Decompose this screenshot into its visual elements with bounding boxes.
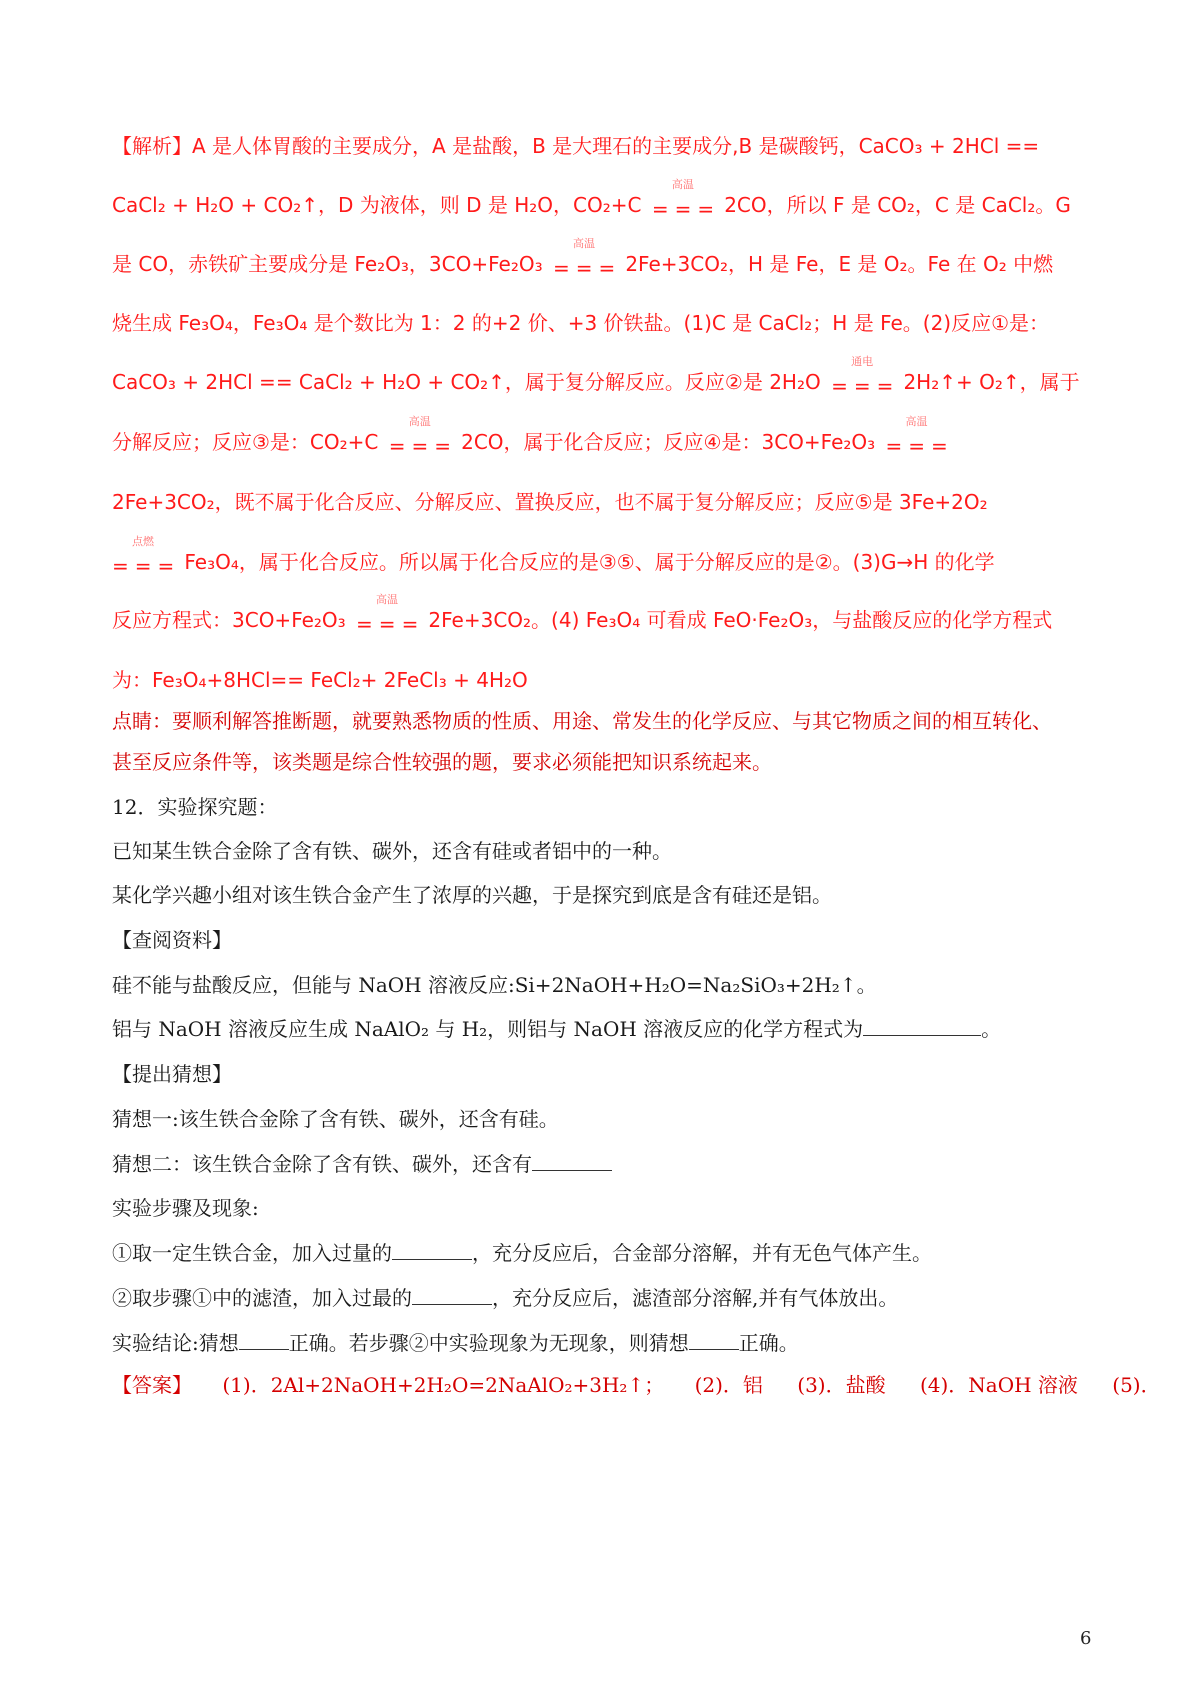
equals-sign: === <box>552 255 622 280</box>
question-text: 正确。 <box>738 1331 799 1355</box>
analysis-line-10: 为：Fe₃O₄+8HCl== FeCl₂+ 2FeCl₃ + 4H₂O <box>112 668 528 692</box>
condition-label: 高温 <box>671 177 694 191</box>
answer-item: (5)． <box>1112 1373 1161 1397</box>
question-paragraph: 某化学兴趣小组对该生铁合金产生了浓厚的兴趣，于是探究到底是含有硅还是铝。 <box>112 883 832 907</box>
question-text: 实验结论:猜想 <box>112 1331 239 1355</box>
answer-blank[interactable] <box>392 1243 472 1260</box>
analysis-text: 分解反应；反应③是：CO₂+C <box>112 430 379 454</box>
analysis-line-8 <box>112 534 1112 578</box>
answer-blank[interactable] <box>863 1019 981 1036</box>
section-heading: 实验步骤及现象: <box>112 1196 259 1220</box>
condition-label: 高温 <box>408 414 431 428</box>
section-heading: 【提出猜想】 <box>112 1062 232 1086</box>
analysis-text: 反应方程式：3CO+Fe₂O₃ <box>112 608 346 632</box>
page-number: 6 <box>1080 1628 1092 1649</box>
question-text: ，充分反应后，合金部分溶解，并有无色气体产生。 <box>472 1241 932 1265</box>
equals-sign: === <box>388 433 458 458</box>
tip-line-1: 点睛：要顺利解答推断题，就要熟悉物质的性质、用途、常发生的化学反应、与其它物质之间的相互转化、 <box>112 709 1052 733</box>
step-one <box>112 1243 1112 1263</box>
question-title: 12．实验探究题： <box>112 795 278 819</box>
condition-label: 点燃 <box>132 534 154 548</box>
reaction-condition <box>885 414 954 458</box>
answer-blank[interactable] <box>532 1154 612 1171</box>
analysis-line-2 <box>112 177 1112 221</box>
analysis-line-7: 2Fe+3CO₂，既不属于化合反应、分解反应、置换反应，也不属于复分解反应；反应⑤是 3Fe+2O₂ <box>112 490 988 514</box>
answer-label: 【答案】 <box>112 1373 192 1397</box>
question-text: ，充分反应后，滤渣部分溶解,并有气体放出。 <box>492 1286 899 1310</box>
condition-label: 通电 <box>851 354 874 368</box>
question-paragraph <box>112 1019 1112 1039</box>
condition-label: 高温 <box>905 414 928 428</box>
answer-item: (3)．盐酸 <box>797 1373 886 1397</box>
equals-sign: === <box>885 433 954 458</box>
analysis-text: 2CO，所以 F 是 CO₂，C 是 CaCl₂。G <box>724 193 1071 217</box>
analysis-text: 2Fe+3CO₂。(4) Fe₃O₄ 可看成 FeO·Fe₂O₃，与盐酸反应的化学方程式 <box>428 608 1053 632</box>
reaction-condition <box>651 177 721 221</box>
tip-line-2: 甚至反应条件等，该类题是综合性较强的题，要求必须能把知识系统起来。 <box>112 750 772 774</box>
answer-item: (1)．2Al+2NaOH+2H₂O=2NaAlO₂+3H₂↑； <box>222 1373 665 1397</box>
question-text: 正确。若步骤②中实验现象为无现象，则猜想 <box>288 1331 689 1355</box>
analysis-line-6 <box>112 414 1112 458</box>
step-two <box>112 1288 1112 1308</box>
reaction-condition <box>552 236 622 280</box>
analysis-text: 是 CO，赤铁矿主要成分是 Fe₂O₃，3CO+Fe₂O₃ <box>112 252 543 276</box>
section-heading: 【查阅资料】 <box>112 928 232 952</box>
analysis-line-1: 【解析】A 是人体胃酸的主要成分，A 是盐酸，B 是大理石的主要成分,B 是碳酸钙，CaCO₃ + 2HCl == <box>112 134 1040 158</box>
analysis-line-4: 烧生成 Fe₃O₄，Fe₃O₄ 是个数比为 1：2 的+2 价、+3 价铁盐。(1)C 是 CaCl₂；H 是 Fe。(2)反应①是： <box>112 311 1050 335</box>
reaction-condition <box>831 354 900 398</box>
reaction-condition <box>388 414 458 458</box>
analysis-text: 2H₂↑+ O₂↑，属于 <box>903 370 1080 394</box>
analysis-text: Fe₃O₄，属于化合反应。所以属于化合反应的是③⑤、属于分解反应的是②。(3)G→H 的化学 <box>184 550 995 574</box>
guess-two <box>112 1154 1112 1174</box>
question-text: ②取步骤①中的滤渣，加入过最的 <box>112 1286 412 1310</box>
equals-sign: === <box>356 611 425 636</box>
equals-sign: === <box>831 373 900 398</box>
question-text: ①取一定生铁合金，加入过量的 <box>112 1241 392 1265</box>
answer-line <box>112 1373 1161 1397</box>
analysis-text: 2Fe+3CO₂，H 是 Fe，E 是 O₂。Fe 在 O₂ 中燃 <box>625 252 1054 276</box>
analysis-line-3 <box>112 236 1112 280</box>
reaction-condition <box>356 592 425 636</box>
question-paragraph: 硅不能与盐酸反应，但能与 NaOH 溶液反应:Si+2NaOH+H₂O=Na₂SiO₃+2H₂↑。 <box>112 973 877 997</box>
analysis-text: CaCO₃ + 2HCl == CaCl₂ + H₂O + CO₂↑，属于复分解反应。反应②是 2H₂O <box>112 370 821 394</box>
analysis-line-5 <box>112 354 1112 398</box>
answer-blank[interactable] <box>412 1288 492 1305</box>
question-paragraph: 已知某生铁合金除了含有铁、碳外，还含有硅或者铝中的一种。 <box>112 839 672 863</box>
answer-item: (4)．NaOH 溶液 <box>919 1373 1078 1397</box>
guess-one: 猜想一:该生铁合金除了含有铁、碳外，还含有硅。 <box>112 1107 559 1131</box>
answer-blank[interactable] <box>239 1333 289 1350</box>
question-text: 。 <box>981 1017 1002 1041</box>
question-text: 铝与 NaOH 溶液反应生成 NaAlO₂ 与 H₂，则铝与 NaOH 溶液反应的化学方程式为 <box>112 1017 864 1041</box>
question-text: 猜想二：该生铁合金除了含有铁、碳外，还含有 <box>112 1152 532 1176</box>
analysis-text: CaCl₂ + H₂O + CO₂↑，D 为液体，则 D 是 H₂O，CO₂+C <box>112 193 642 217</box>
answer-item: (2)．铝 <box>694 1373 763 1397</box>
condition-label: 高温 <box>376 592 399 606</box>
equals-sign: === <box>651 196 721 221</box>
equals-sign: === <box>112 553 181 578</box>
answer-blank[interactable] <box>689 1333 739 1350</box>
analysis-line-9 <box>112 592 1112 636</box>
condition-label: 高温 <box>572 236 595 250</box>
reaction-condition <box>112 534 181 578</box>
analysis-text: 2CO，属于化合反应；反应④是：3CO+Fe₂O₃ <box>461 430 876 454</box>
experiment-conclusion <box>112 1333 1112 1353</box>
